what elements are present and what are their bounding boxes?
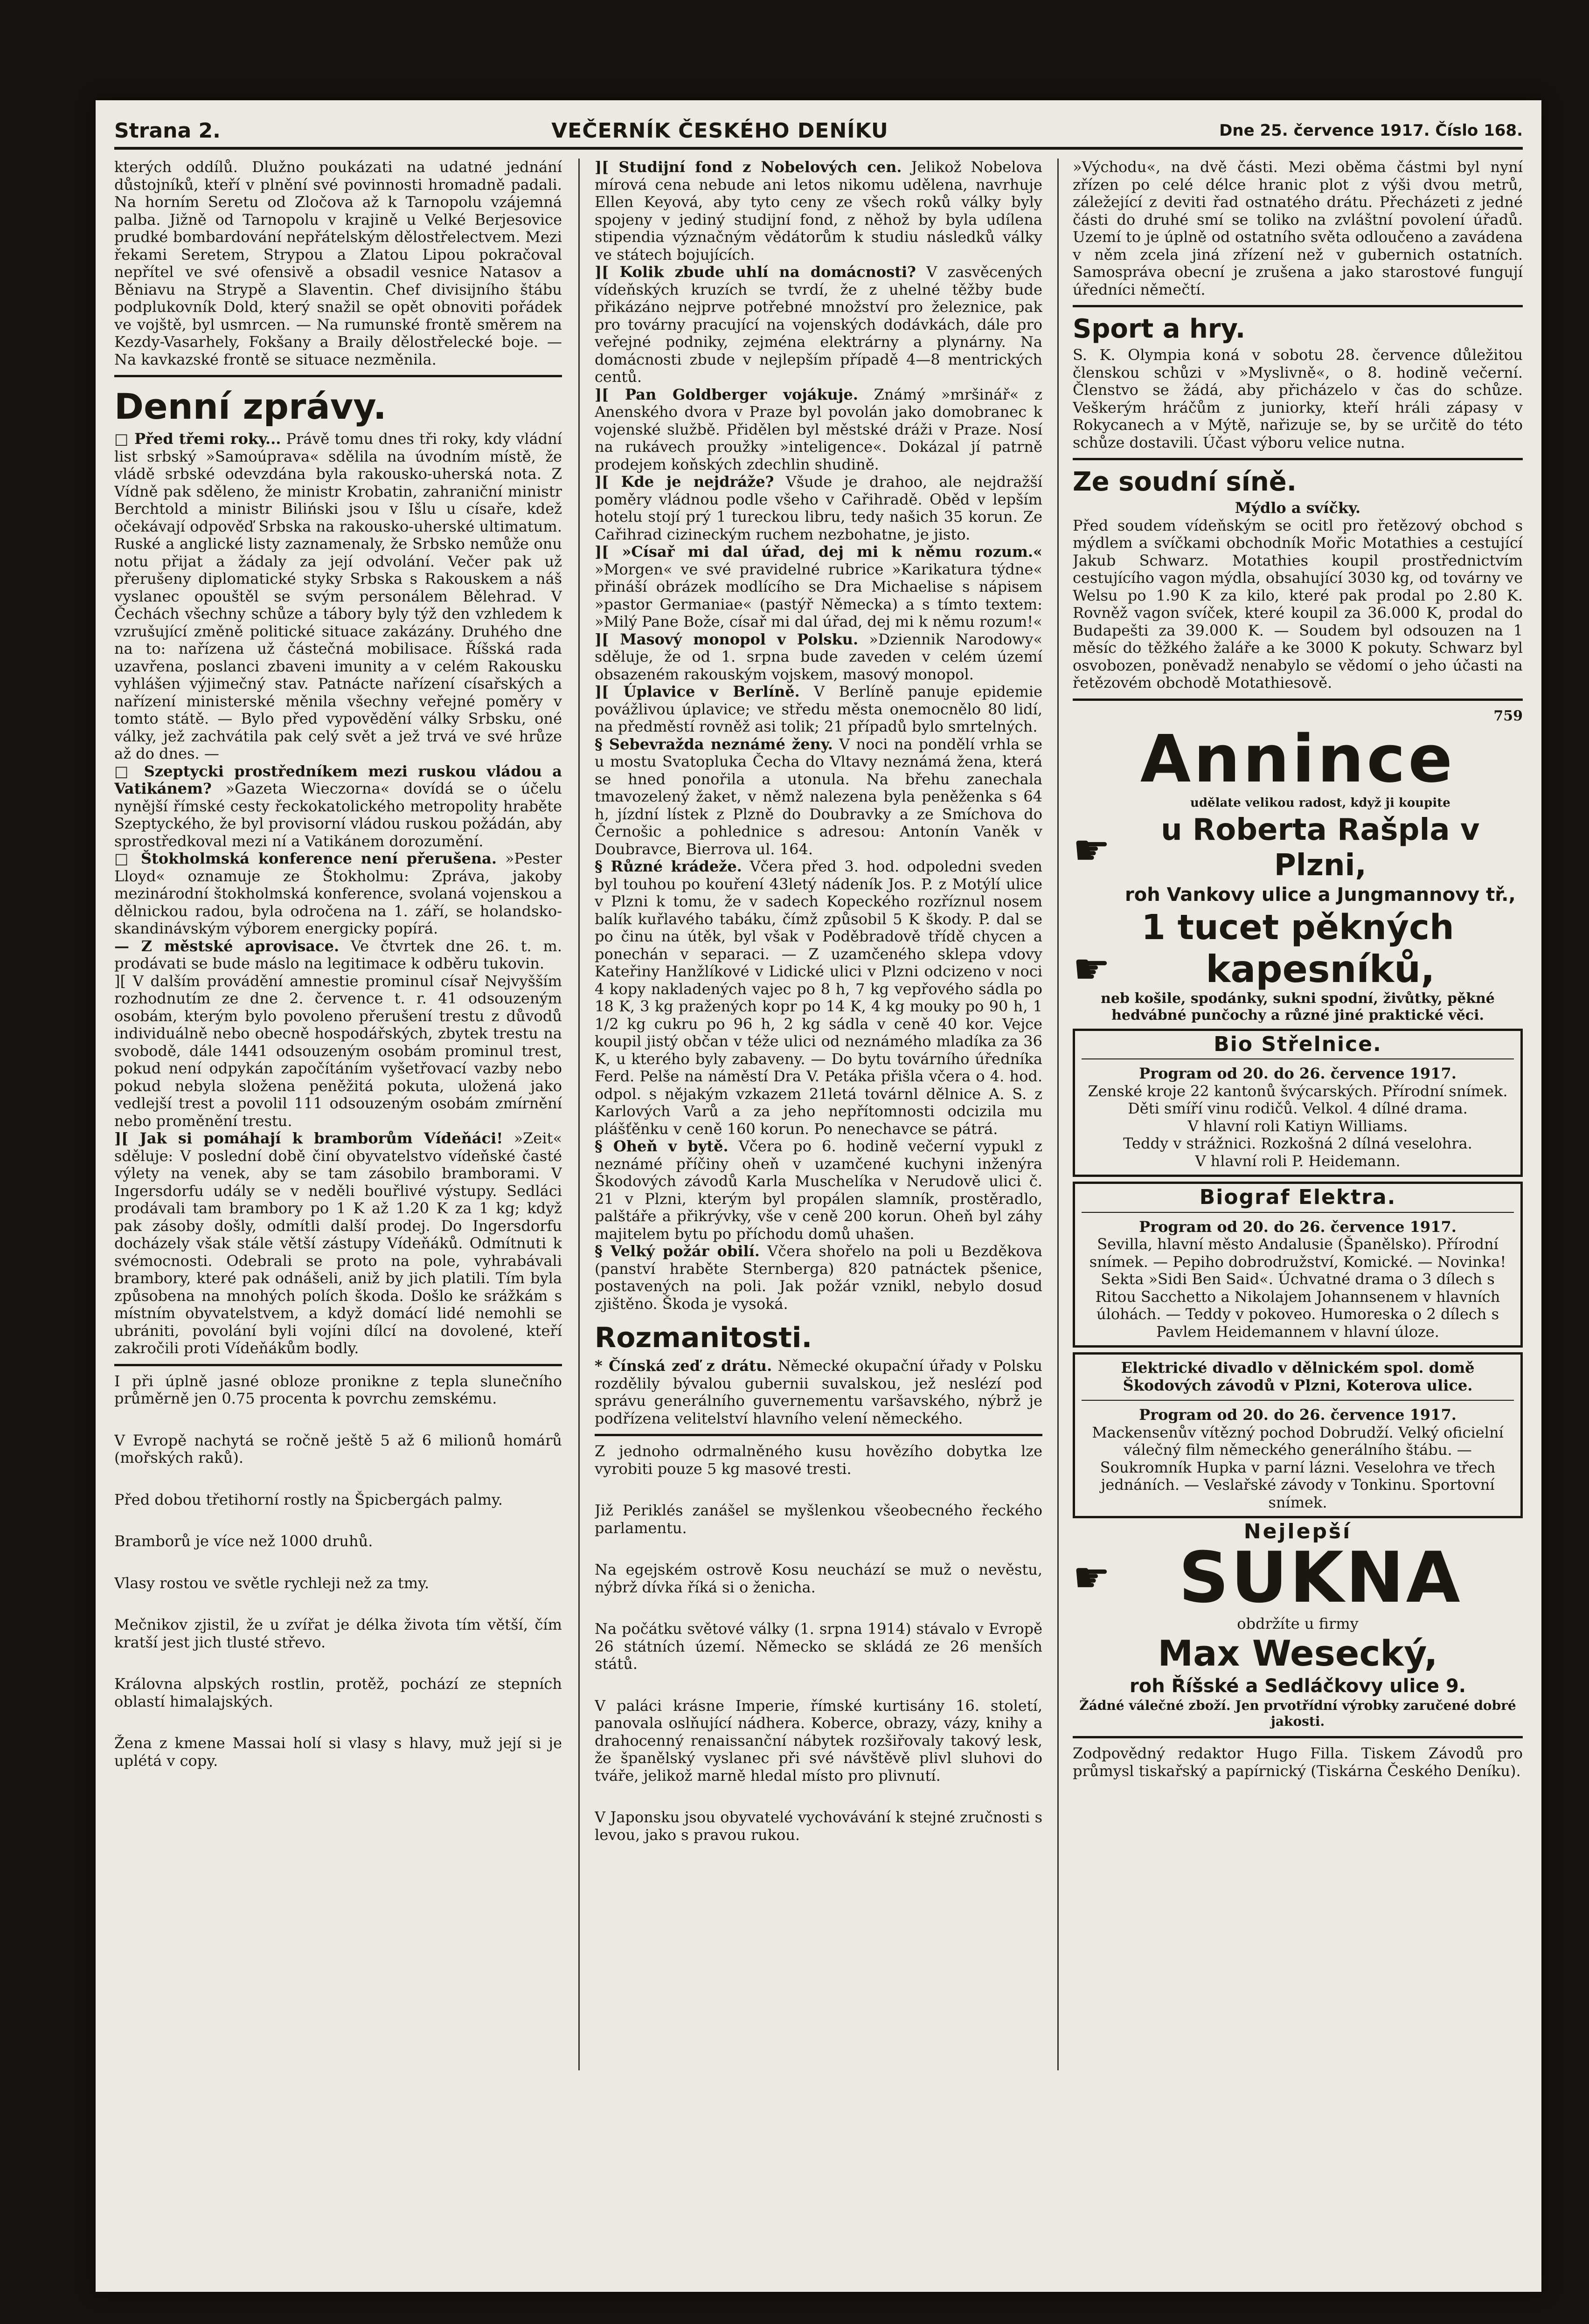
article-body: »Morgen« ve své pravidelné rubrice »Karikatura týdne« přináší obrázek modlícího se Dra Michaelise s nápisem »pastor Germaniae« (pastýř Německa) a s tímto textem: »Milý Pane Bože, císař mi dal úřad, dej mi k němu rozum!« [595,560,1042,630]
cinema-line: Teddy v strážnici. Rozkošná 2 dílná veselohra. [1123,1134,1472,1152]
article [595,736,1042,858]
fact-item: Na počátku světové války (1. srpna 1914) stávalo v Evropě 26 státních území. Německo se skládá ze 26 menších států. [595,1620,1042,1673]
article-headline: □ Před třemi roky... [114,430,281,448]
article-headline: ][ Jak si pomáhají k bramborům Vídeňáci! [114,1129,503,1147]
cinema-ad-biograf-elektra [1073,1182,1523,1348]
cinema-line: Sevilla, hlavní město Andalusie (Španělsko). Přírodní snímek. — Pepiho dobrodružství, Komické. — Novinka! Sekta »Sidi Ben Said«. Úchvatné drama o 3 dílech s Ritou Sacchetto a Nikolajem Johannsenem v hlavních úlohách. — Teddy v pokoveo. Humoreska o 2 dílech s Pavlem Heidemannem v hlavní úloze. [1089,1235,1506,1341]
article-headline: □ Štokholmská konference není přerušena. [114,850,497,867]
article-headline: § Oheň v bytě. [595,1137,729,1155]
annonce-shop-block [1118,795,1523,906]
fact-item: Mečnikov zjistil, že u zvířat je délka života tím větší, čím kratší jest jich tlusté střevo. [114,1616,562,1651]
section-title-daily-news: Denní zprávy. [114,386,387,427]
section-rule [114,1364,562,1366]
cinema-line: V hlavní roli P. Heidemann. [1195,1152,1401,1170]
cinema-program: Program od 20. do 26. července 1917. [1139,1065,1457,1082]
fact-item: Na egejském ostrově Kosu neuchází se muž o nevěstu, nýbrž dívka říká si o ženicha. [595,1561,1042,1596]
annonce-product-line1: 1 tucet pěkných [1141,907,1454,948]
article-body: »Dziennik Narodowy« sděluje, že od 1. srpna bude zaveden v celém území obsazeném rakouským vojskem, masový monopol. [595,630,1042,683]
cinema-ad-elektricke-divadlo [1073,1352,1523,1518]
article [114,430,562,763]
article [114,973,562,1130]
article-headline: ][ Kolik zbude uhlí na domácnosti? [595,263,916,281]
article-headline: ][ Masový monopol v Polsku. [595,630,859,648]
annonce-advertisement [1073,721,1523,1024]
annonce-title: Annince [1140,721,1456,797]
article-headline: § Sebevražda neznámé ženy. [595,735,833,753]
fact-item: Z jednoho odrmalněného kusu hovězího dobytka lze vyrobiti pouze 5 kg masové tresti. [595,1442,1042,1478]
article [114,1130,562,1357]
cinema-ad-bio-strelnice [1073,1029,1523,1177]
ad-number: 759 [1493,707,1523,724]
cinema-program: Program od 20. do 26. července 1917. [1139,1406,1457,1424]
cinema-program: Program od 20. do 26. července 1917. [1139,1217,1457,1236]
article [595,386,1042,474]
article-continuation: »Východu«, na dvě části. Mezi oběma částmi byl nyní zřízen po celé délce hranic plot z výši dvou metrů, záležející z deviti řad ostnatého drátu. Přecházeti z jedné části do druhé smí se toliko na zvláštní povolení úřadů. Uzemí to je úplně od ostatního světa odloučeno a zavádena v něm zcela jiná zřízení než v gubernich ostatních. Samospráva obecní je zrušena a jako starostové fungují úředníci němečtí. [1073,159,1523,298]
annonce-product-line2: kapesníků, [1206,947,1435,991]
article [114,850,562,938]
fact-item: Bramborů je více než 1000 druhů. [114,1532,373,1550]
sukna-line: obdržíte u firmy [1237,1614,1359,1632]
fact-item: I při úplně jasné obloze pronikne z tepla slunečního průměrně jen 0.75 procenta k povrchu zemskému. [114,1372,562,1407]
section-rule [1073,458,1523,460]
article-headline: § Různé krádeže. [595,858,742,875]
fact-item: Před dobou třetihorní rostly na Špicbergách palmy. [114,1490,503,1508]
article [595,159,1042,263]
pointing-hand-icon: ☛ [1073,1553,1110,1602]
cinema-name: Elektrické divadlo v dělnickém spol. domě Škodových závodů v Plzni, Koterova ulice. [1121,1359,1475,1394]
sukna-address: roh Říšské a Sedláčkovy ulice 9. [1130,1675,1466,1697]
facts-list [114,1373,562,1770]
facts-list [595,1443,1042,1844]
imprint: Zodpovědný redaktor Hugo Filla. Tiskem Závodů pro průmysl tiskařský a papírnický (Tiskárna Českého Deníku). [1073,1744,1523,1780]
annonce-street: roh Vankovy ulice a Jungmannovy tř., [1124,884,1516,906]
divider [1082,1400,1514,1401]
article-body: Právě tomu dnes tři roky, kdy vládní list srbský »Samoúprava« sdělila na úvodním místě, že vládě srbské odevzdána byla rakousko-uherská nota. Z Vídně pak sděleno, že ministr Krobatin, zahraniční ministr Berchtold a ministr Biliński jsou v Išlu u císaře, kdež očekávají odpověď Srbska na rakousko-uherské ultimatum. Ruské a anglické listy zaznamenaly, že Srbsko nemůže onu notu přijat a žádaly za její odvolání. Večer pak už přerušeny diplomatické styky Srbska s Rakouskem a náš vyslanec opouštěl se svým personálem Bělehrad. V Čechách všechny schůze a tábory byly týž den vzhledem k vzrušující změně politické situace zakázány. Druhého dne na to: nařízena už částečná mobilisace. Říšská rada uzavřena, poslanci zbaveni imunity a v celém Rakousku vyhlášen výjimečný stav. Patnácte nařízení císařských a nařízení ministerské měnila všechny veřejné poměry v tomto státě. — Bylo před vypovědění války Srbsku, oné války, jež zachvátila pak celý svět a jež trvá ve své hrůze až do dnes. — [114,430,562,762]
article-body: »Gazeta Wieczorna« dovídá se o účelu nynější římské cesty řeckokatolického metropolity hraběte Szeptyckého, že byl provisorní vládou ruskou požádán, aby sprostředkoval mezi ní a Vatikánem dorozumění. [114,780,562,850]
article-headline: □ Szeptycki prostředníkem mezi ruskou vládou a Vatikánem? [114,762,562,797]
article-headline: ][ Kde je nejdráže? [595,473,774,491]
issue-date: Dne 25. července 1917. Číslo 168. [1219,121,1523,140]
court-subtitle: Mýdlo a svíčky. [1235,499,1361,517]
article-headline: — Z městské aprovisace. [114,937,340,955]
fact-item: Vlasy rostou ve světle rychleji než za tmy. [114,1574,430,1592]
section-rule [1073,305,1523,307]
article-body: Všude je drahoo, ale nejdražší poměry vládnou podle všeho v Cařihradě. Oběd v lepším hotelu stojí prý 1 tureckou libru, tedy našich 35 korun. Ze Cařihrad cizineckým ruchem nezbohatne, je jisto. [595,473,1042,543]
article-headline: ][ »Císař mi dal úřad, dej mi k němu rozum.« [595,543,1042,560]
sukna-row [1073,1537,1523,1618]
section-rule [1073,1736,1523,1738]
cinema-line: Děti smíří vinu rodičů. Velkol. 4 dílné drama. [1128,1100,1468,1117]
article [114,763,562,851]
column-divider [1057,159,1059,2070]
article-body: »Pester Lloyd« oznamuje ze Štokholmu: Zpráva, jakoby mezinárodní štokholmská konference, svolaná vojenskou a dělnickou radou, byla odročena na 1. září, se holandsko-skandinávským výborem energicky popírá. [114,850,562,937]
cinema-name: Bio Střelnice. [1214,1032,1382,1056]
column-1 [114,159,562,2271]
annonce-intro: udělate velikou radost, když ji koupite [1190,796,1450,810]
section-rule [1073,699,1523,701]
article [595,1357,1042,1427]
masthead [114,114,1523,150]
article-body: »Zeit« sděluje: V poslední době činí obyvatelstvo vídeňské časté výlety na venek, aby se tam zásobilo bramborami. V Ingersdorfu udály se v neděli bouřlivé výstupy. Sedláci prodávali tam brambory po 1 K až 1.20 K za 1 kg; když pak zásoby došly, odmítli další prodej. Do Ingersdorfu docházely však stále větší zástupy Vídeňáků. Odmítnuti k svémocnosti. Odebrali se proto na pole, vyhrabávali brambory, které pak odnášeli, aniž by jich platili. Tím byla způsobena na mnohých polích škoda. Došlo ke srážkám s místním obyvatelstvem, a když domácí lidé nemohli se ubrániti, povolání byli vojíni dílcí na dovolené, kteří zakročili proti Vídeňákům bodly. [114,1129,562,1357]
article [114,938,562,973]
article [595,1138,1042,1243]
fact-item: V Japonsku jsou obyvatelé vychovávání k stejné zručnosti s levou, jako s pravou rukou. [595,1808,1042,1844]
article [595,543,1042,631]
cinema-line: Mackensenův vítězný pochod Dobrudží. Velký oficielní válečný film německého generálního štábu. — Soukromník Hupka v parní lázni. Veselohra ve třech jednáních. — Veslařské závody v Tonkinu. Sportovní snímek. [1092,1423,1504,1511]
annonce-shop-row [1073,795,1523,906]
article-body: ][ V dalším provádění amnestie prominul císař Nejvyšším rozhodnutím ze dne 2. července t. r. 41 odsouzeným osobám, kterým bylo povoleno přerušení trestu z důvodů individuálně nebo obecně hospodářských, zbytek trestu na svobodě, dále 1441 odsouzeným osobám prominul trest, pokud není odpykán započítáním vyšetřovací vazby nebo pokud nebyla složena peněžitá pokuta, uložená jako vedlejší trest a povolil 111 odsouzeným osobám zmírnění nebo proměnění trestu. [114,972,562,1130]
column-3 [1073,159,1523,2271]
article-body: V noci na pondělí vrhla se u mostu Svatopluka Čecha do Vltavy neznámá žena, která se hned ponořila a utonula. Na břehu zanechala tmavozelený žaket, v němž nalezena byla peněženka s 64 h, jízdní lístek z Plzně do Doubravky a ze Smíchova do Černošic a pohlednice s adresou: Antonín Vaněk v Doubravce, Bierrova ul. 164. [595,735,1042,858]
article-body: Jelikož Nobelova mírová cena nebude ani letos nikomu udělena, navrhuje Ellen Keyová, aby tyto ceny ze všech roků války byly spojeny v jediný studijní fond, z něhož by byla udílena stipendia význačným vědátorům k studiu následků války ve státech bojujících. [595,159,1042,263]
sukna-note: Žádné válečné zboží. Jen prvotřídní výrobky zaručené dobré jakosti. [1079,1698,1516,1729]
article-body: V zasvěcených vídeňských kruzích se tvrdí, že z uhelné těžby bude přikázáno nejprve potřebné množství pro železnice, pak pro továrny pracující na vojenských dodávkách, dále pro veřejné podniky, zejména elektrárny a plynárny. Na domácnosti zbude v nejlepším případě 4—8 mentrických centů. [595,263,1042,386]
section-title-sport: Sport a hry. [1073,314,1246,344]
sport-notice: S. K. Olympia koná v sobotu 28. července důležitou členskou schůzi v »Myslivně«, o 8. hodině večerní. Členstvo se žádá, aby přicházelo v čas do schůze. Veškerým hráčům z juniorky, kteří hráli zápasy v Rokycanech a v Mýtě, nařizuje se, by se určitě do této schůze dostavili. Účast výboru velice nutna. [1073,346,1523,451]
annonce-shop: u Roberta Rašpla v Plzni, [1161,812,1480,883]
annonce-product-row [1073,944,1523,994]
fact-item: V paláci krásne Imperie, římské kurtisány 16. století, panovala oslňující nádhera. Koberce, obrazy, vázy, knihy a drahocenný renaissanční nábytek rozšiřovaly takový lesk, že španělský vyslanec při své návštěvě plivl sluhovi do tváře, jelikož marně hledal místo pro plivnutí. [595,1696,1042,1784]
pointing-hand-icon: ☛ [1073,944,1110,994]
article [595,473,1042,543]
annonce-details: neb košile, spodánky, sukni spodní, živůtky, pěkné hedvábné punčochy a různé jiné praktické věci. [1101,990,1495,1024]
article-body: Německé okupační úřady v Polsku rozdělily bývalou gubernii suvalskou, jež neslézí pod správu generálního guvernementu varšavského, nýbrž je podřízena velitelství hlavního velení německého. [595,1357,1042,1427]
sukna-top: Nejlepší [1243,1520,1352,1543]
article-headline: § Velký požár obilí. [595,1242,760,1260]
article-headline: ][ Úplavice v Berlíně. [595,683,800,700]
divider [1082,1058,1514,1059]
article-headline: ][ Studijní fond z Nobelových cen. [595,159,902,176]
section-title-court: Ze soudní síně. [1073,467,1297,497]
section-rule [595,1434,1042,1436]
article-body: Známý »mršinář« z Anenského dvora v Praze byl povolán jako domobranec k vojenské službě. Přidělen byl městské dráži v Praze. Nosí na rukávech proužky »inteligence«. Dokázal jí patrně prodejem koňských zdechlin shudině. [595,385,1042,473]
fact-item: V Evropě nachytá se ročně ještě 5 až 6 milionů homárů (mořských raků). [114,1431,562,1466]
article-body: Včera po 6. hodině večerní vypukl z neznámé příčiny oheň v uzamčené kuchyni inženýra Škodových závodů Karla Muschelíka v Nerudově ulici č. 21 v Plzni, kterým byl propálen slamník, prostěradlo, palštáře a přikrývky, vše v ceně 200 korun. Oheň byl záhy majitelem bytu po příchodu domů uhašen. [595,1137,1042,1243]
article-body: Ve čtvrtek dne 26. t. m. prodávati se bude máslo na legitimace k odběru tukovin. [114,937,562,972]
divider [1082,1212,1514,1213]
article-body: V Berlíně panuje epidemie povážlivou úplavice; ve středu města onemocnělo 80 lidí, na předměstí rovněž asi tolik; 21 případů bylo smrtelných. [595,683,1042,735]
cinema-line: Zenské kroje 22 kantonů švýcarských. Přírodní snímek. [1088,1082,1508,1100]
article [595,631,1042,684]
court-report: Před soudem vídeňským se ocitl pro řetězový obchod s mýdlem a svíčkami obchodník Mořic Motathies a cestující Jakub Schwarz. Motathies koupil prostřednictvím cestujícího vagon mýdla, obsahující 3030 kg, od továrny ve Welsu po 1.90 K za kilo, které pak prodal po 2.80 K. Rovněž vagon svíček, které koupil za 36.000 K, prodal do Budapešti za 39.000 K. — Soudem byl odsouzen na 1 měsíc do těžkého žaláře a ke 3000 K pokuty. Schwarz byl osvobozen, poněvadž nenabylo se vědomí o jeho účasti na řetězovém obchodě Motathiesově. [1073,516,1523,692]
article [595,858,1042,1138]
newspaper-page [96,100,1541,2292]
fact-item: Již Periklés zanášel se myšlenkou všeobecného řeckého parlamentu. [595,1501,1042,1537]
war-report-continuation: kterých oddílů. Dlužno poukázati na udatné jednání důstojníků, kteří v plnění své povinnosti hromadně padali. Na horním Seretu od Zločova až k Tarnopolu vzájemná palba. Jižně od Tarnopolu v krajině u Velké Berjesovice prudké bombardování nepřátelským dělostřelectvem. Mezi řekami Seretem, Strypou a Zlatou Lipou pokračoval nepřítel ve své ofensivě a obsadil vesnice Natasov a Běniavu na Strypě a Slaventin. Chef divisijního štábu podplukovník Dold, který snažil se opět obnoviti pořádek ve vojště, byl usmrcen. — Na rumunské frontě směrem na Kezdy-Vasarhely, Fokšany a Braily dělostřelecké boje. — Na kavkazské frontě se situace nezměnila. [114,159,562,368]
page-number: Strana 2. [114,118,221,143]
pointing-hand-icon: ☛ [1073,825,1110,875]
newspaper-title: VEČERNÍK ČESKÉHO DENÍKU [551,118,888,143]
cinema-line: V hlavní roli Katiyn Williams. [1187,1117,1408,1135]
sukna-advertisement [1073,1520,1523,1729]
article-body: Včera shořelo na poli u Bezděkova (panství hraběte Sternberga) 820 patnáctek pšenice, postavených na poli. Jak požár vznikl, nebylo dosud zjištěno. Škoda je vysoká. [595,1242,1042,1313]
article-headline: ][ Pan Goldberger vojákuje. [595,385,858,403]
article [595,1243,1042,1313]
column-divider [578,159,580,2070]
section-rule [114,375,562,377]
column-2 [595,159,1042,2271]
article [595,263,1042,386]
sukna-word: SUKNA [1178,1537,1462,1618]
fact-item: Žena z kmene Massai holí si vlasy s hlavy, muž její si je uplétá v copy. [114,1734,562,1770]
fact-item: Královna alpských rostlin, protěž, pochází ze stepních oblastí himalajských. [114,1675,562,1710]
article-body: Včera před 3. hod. odpoledni sveden byl touhou po kouření 43letý nádeník Jos. P. z Motýlí ulice v Plzni k tomu, že v sadech Kopeckého rozříznul nosem balík kuřlavého tabáku, čímž způsobil 5 K škody. P. dal se po činu na útěk, byl však v Poděbradově třídě chycen a ponechán v separaci. — Z uzamčeného sklepa vdovy Kateřiny Hanžlíkové v Lidické ulici v Plzni odcizeno v noci 4 kopy nakladených vajec po 8 h, 7 kg vepřového sádla po 18 K, 3 kg pražených kopr po 14 K, 4 kg mouky po 90 h, 1 1/2 kg cukru po 96 h, 2 kg sádla v ceně 40 kor. Vejce koupil jistý občan v téže ulici od neznámého mladíka za 36 K, u kterého byly zabaveny. — Do bytu továrního úředníka Ferd. Pelše na náměstí Dra V. Petáka přišla včera o 4. hod. odpol. s nějakým vzkazem 21letá továrnl dělnice A. S. z Karlových Varů a za jeho nepřítomnosti odcizila mu plášťěnku v ceně 160 korun. Po nenechavce se pátrá. [595,858,1042,1138]
sukna-firm: Max Wesecký, [1158,1632,1438,1674]
section-title-miscellany: Rozmanitosti. [595,1321,812,1354]
cinema-name: Biograf Elektra. [1199,1185,1396,1209]
article-headline: * Čínská zeď z drátu. [595,1357,772,1375]
article [595,683,1042,736]
